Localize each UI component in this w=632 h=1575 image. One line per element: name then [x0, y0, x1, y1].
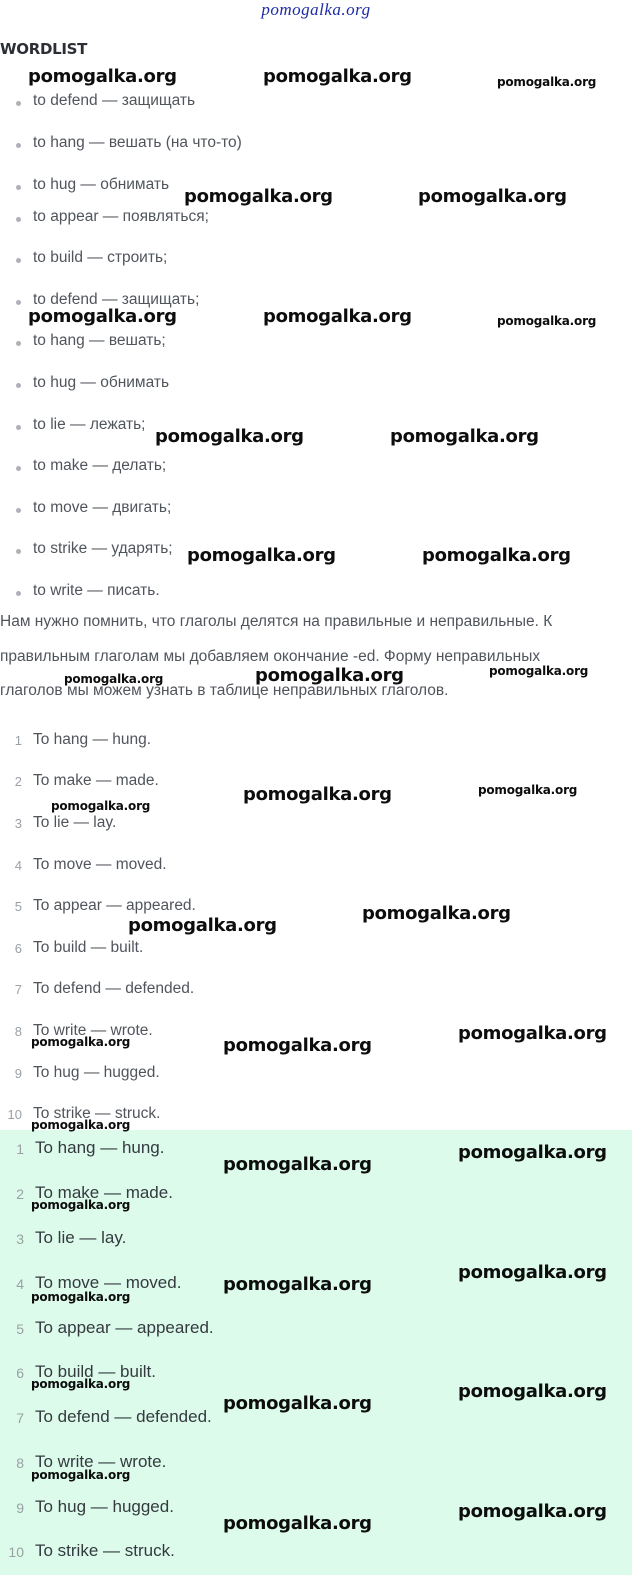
- watermark-text: pomogalka.org: [263, 66, 412, 87]
- list-number: 2: [14, 774, 22, 789]
- list-item-text: To make — made.: [33, 772, 159, 789]
- watermark-text: pomogalka.org: [31, 1377, 131, 1391]
- watermark-text: pomogalka.org: [223, 1274, 372, 1295]
- answer-number: 6: [16, 1365, 24, 1381]
- wordlist-item: to build — строить;: [33, 249, 168, 266]
- watermark-text: pomogalka.org: [223, 1393, 372, 1414]
- wordlist-item: to make — делать;: [33, 457, 167, 474]
- watermark-text: pomogalka.org: [458, 1381, 607, 1402]
- answer-number: 5: [16, 1321, 24, 1337]
- bullet-dot: [16, 300, 21, 305]
- bullet-dot: [16, 341, 21, 346]
- wordlist-item: to strike — ударять;: [33, 540, 173, 557]
- list-item-text: To lie — lay.: [33, 814, 117, 831]
- wordlist-item: to hang — вешать (на что-то): [33, 134, 242, 151]
- list-number: 1: [14, 733, 22, 748]
- watermark-text: pomogalka.org: [458, 1023, 607, 1044]
- paragraph-line: Нам нужно помнить, что глаголы делятся на правильные и неправильные. К: [0, 613, 553, 630]
- watermark-text: pomogalka.org: [497, 75, 597, 89]
- wordlist-item: to hang — вешать;: [33, 332, 166, 349]
- list-item-text: To build — built.: [33, 939, 144, 956]
- watermark-text: pomogalka.org: [28, 306, 177, 327]
- bullet-dot: [16, 591, 21, 596]
- watermark-text: pomogalka.org: [458, 1501, 607, 1522]
- wordlist-item: to defend — защищать;: [33, 291, 200, 308]
- wordlist-item: to appear — появляться;: [33, 208, 209, 225]
- bullet-dot: [16, 217, 21, 222]
- list-number: 6: [14, 941, 22, 956]
- watermark-text: pomogalka.org: [223, 1154, 372, 1175]
- watermark-text: pomogalka.org: [31, 1198, 131, 1212]
- paragraph-line: глаголов мы можем узнать в таблице неправильных глаголов.: [0, 682, 449, 699]
- watermark-text: pomogalka.org: [31, 1118, 131, 1132]
- wordlist-item: to lie — лежать;: [33, 416, 146, 433]
- list-item-text: To hug — hugged.: [33, 1064, 160, 1081]
- watermark-text: pomogalka.org: [51, 799, 151, 813]
- page-heading: WORDLIST: [0, 40, 88, 58]
- answer-number: 9: [16, 1500, 24, 1516]
- list-number: 9: [14, 1066, 22, 1081]
- bullet-dot: [16, 466, 21, 471]
- paragraph-line: правильным глаголам мы добавляем окончание -ed. Форму неправильных: [0, 648, 541, 665]
- list-number: 7: [14, 982, 22, 997]
- list-number: 3: [14, 816, 22, 831]
- watermark-text: pomogalka.org: [187, 545, 336, 566]
- wordlist-item: to defend — защищать: [33, 92, 196, 109]
- watermark-text: pomogalka.org: [422, 545, 571, 566]
- answer-item-text: To hang — hung.: [35, 1138, 165, 1157]
- list-item-text: To defend — defended.: [33, 980, 195, 997]
- answer-number: 8: [16, 1455, 24, 1471]
- list-number: 4: [14, 858, 22, 873]
- bullet-dot: [16, 549, 21, 554]
- watermark-text: pomogalka.org: [497, 314, 597, 328]
- wordlist-item: to write — писать.: [33, 582, 160, 599]
- watermark-text: pomogalka.org: [418, 186, 567, 207]
- watermark-text: pomogalka.org: [489, 664, 589, 678]
- watermark-text: pomogalka.org: [255, 665, 404, 686]
- answer-number: 3: [16, 1231, 24, 1247]
- list-item-text: To hang — hung.: [33, 731, 152, 748]
- bullet-dot: [16, 143, 21, 148]
- watermark-text: pomogalka.org: [478, 783, 578, 797]
- answer-number: 2: [16, 1186, 24, 1202]
- answer-number: 7: [16, 1410, 24, 1426]
- watermark-text: pomogalka.org: [184, 186, 333, 207]
- answer-item-text: To hug — hugged.: [35, 1497, 174, 1516]
- list-number: 5: [14, 899, 22, 914]
- answer-item-text: To build — built.: [35, 1362, 156, 1381]
- list-number: 10: [7, 1107, 22, 1122]
- bullet-dot: [16, 101, 21, 106]
- watermark-text: pomogalka.org: [128, 915, 277, 936]
- watermark-text: pomogalka.org: [31, 1290, 131, 1304]
- watermark-text: pomogalka.org: [28, 66, 177, 87]
- bullet-dot: [16, 425, 21, 430]
- list-item-text: To strike — struck.: [33, 1105, 161, 1122]
- watermark-text: pomogalka.org: [31, 1468, 131, 1482]
- watermark-text: pomogalka.org: [458, 1262, 607, 1283]
- watermark-text: pomogalka.org: [263, 306, 412, 327]
- watermark-text: pomogalka.org: [31, 1035, 131, 1049]
- watermark-text: pomogalka.org: [223, 1513, 372, 1534]
- bullet-dot: [16, 383, 21, 388]
- answer-number: 1: [16, 1141, 24, 1157]
- answer-item-text: To strike — struck.: [35, 1541, 175, 1560]
- site-logo[interactable]: pomogalka.org: [261, 0, 371, 19]
- answer-item-text: To appear — appeared.: [35, 1318, 214, 1337]
- watermark-text: pomogalka.org: [458, 1142, 607, 1163]
- list-item-text: To write — wrote.: [33, 1022, 153, 1039]
- answer-number: 4: [16, 1276, 24, 1292]
- watermark-text: pomogalka.org: [155, 426, 304, 447]
- answer-item-text: To make — made.: [35, 1183, 173, 1202]
- bullet-dot: [16, 258, 21, 263]
- wordlist-item: to move — двигать;: [33, 499, 172, 516]
- watermark-text: pomogalka.org: [223, 1035, 372, 1056]
- watermark-text: pomogalka.org: [362, 903, 511, 924]
- answer-item-text: To write — wrote.: [35, 1452, 167, 1471]
- answer-item-text: To move — moved.: [35, 1273, 182, 1292]
- list-item-text: To appear — appeared.: [33, 897, 196, 914]
- bullet-dot: [16, 185, 21, 190]
- answer-number: 10: [8, 1544, 24, 1560]
- bullet-dot: [16, 508, 21, 513]
- watermark-text: pomogalka.org: [64, 672, 164, 686]
- answer-item-text: To lie — lay.: [35, 1228, 127, 1247]
- list-number: 8: [14, 1024, 22, 1039]
- watermark-text: pomogalka.org: [243, 784, 392, 805]
- watermark-text: pomogalka.org: [390, 426, 539, 447]
- wordlist-item: to hug — обнимать: [33, 176, 170, 193]
- wordlist-item: to hug — обнимать: [33, 374, 170, 391]
- list-item-text: To move — moved.: [33, 856, 167, 873]
- answer-item-text: To defend — defended.: [35, 1407, 212, 1426]
